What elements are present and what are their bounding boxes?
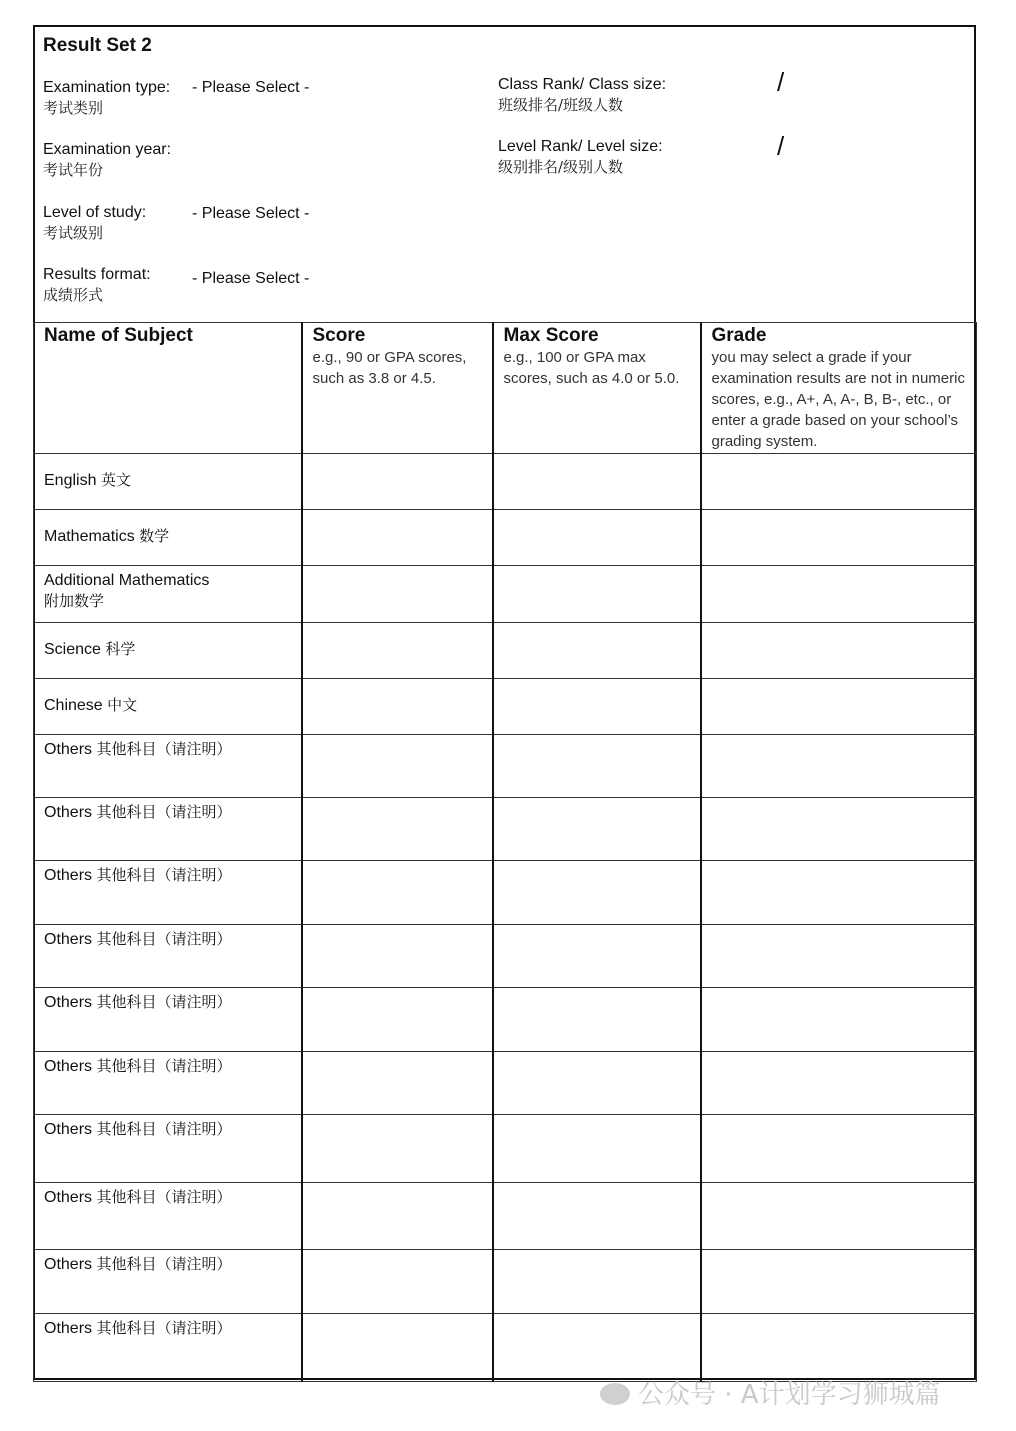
subject-cell (34, 1250, 302, 1314)
score-cell (302, 566, 493, 623)
subject-name-cn: 其他科目（请注明） (96, 803, 232, 821)
level-study-label-en: Level of study: (43, 204, 147, 221)
header-grade-desc: you may select a grade if your examination results are not in numeric scores, e.g., A+, A, A-, B, B-, etc., or enter a grade based on your school’s grading system. (711, 349, 965, 450)
table-row (34, 566, 977, 623)
max-score-cell (493, 566, 701, 623)
subject-cell (34, 861, 302, 925)
level-study-select[interactable]: - Please Select - (192, 205, 310, 222)
subject-name-cn: 其他科目（请注明） (96, 866, 232, 884)
table-row (34, 1115, 977, 1183)
max-score-cell (493, 925, 701, 988)
subject-cell (34, 566, 302, 623)
level-rank-label-cn: 级别排名/级别人数 (498, 158, 624, 176)
max-score-cell (493, 1115, 701, 1183)
score-cell (302, 510, 493, 566)
max-score-cell (493, 679, 701, 735)
subject-name-cn: 附加数学 (44, 592, 105, 610)
results-format-label (43, 264, 151, 306)
table-row (34, 623, 977, 679)
exam-year-label (43, 139, 171, 181)
table-row (34, 1314, 977, 1382)
subject-name-en: Science (44, 641, 101, 658)
header-score-title: Score (312, 325, 366, 346)
watermark-text: 公众号 · A计划学习狮城篇 (638, 1380, 941, 1410)
table-row (34, 1052, 977, 1115)
grade-cell (701, 623, 977, 679)
subject-name-en: Others (44, 1189, 93, 1206)
table-row (34, 454, 977, 510)
header-max-score-title: Max Score (503, 325, 599, 346)
subject-name-en: Additional Mathematics (44, 572, 210, 589)
subject-name-en: Others (44, 867, 93, 884)
max-score-cell (493, 623, 701, 679)
exam-type-label-en: Examination type: (43, 79, 171, 96)
score-cell (302, 798, 493, 861)
subject-name-en: Others (44, 804, 93, 821)
table-row (34, 1250, 977, 1314)
max-score-cell (493, 735, 701, 798)
wechat-icon (600, 1383, 630, 1405)
score-cell (302, 861, 493, 925)
table-row (34, 861, 977, 925)
subject-cell (34, 1314, 302, 1382)
max-score-cell (493, 1052, 701, 1115)
exam-year-label-cn: 考试年份 (43, 161, 104, 179)
max-score-cell (493, 1183, 701, 1250)
subject-name-en: Others (44, 931, 93, 948)
subject-cell (34, 1052, 302, 1115)
score-cell (302, 1052, 493, 1115)
score-cell (302, 1115, 493, 1183)
class-rank-separator: / (777, 67, 785, 97)
subject-name-en: Chinese (44, 697, 103, 714)
score-cell (302, 1314, 493, 1382)
subject-cell (34, 798, 302, 861)
grade-cell (701, 510, 977, 566)
grade-cell (701, 454, 977, 510)
header-grade-title: Grade (711, 325, 767, 346)
results-format-label-en: Results format: (43, 266, 151, 283)
subject-name-cn: 中文 (107, 696, 138, 714)
table-row (34, 735, 977, 798)
max-score-cell (493, 798, 701, 861)
level-rank-label (498, 136, 663, 178)
table-header-row (34, 323, 977, 454)
grade-cell (701, 1052, 977, 1115)
subject-cell (34, 988, 302, 1052)
table-row (34, 1183, 977, 1250)
subject-name-en: Others (44, 1058, 93, 1075)
header-max-score (493, 323, 701, 454)
results-format-label-cn: 成绩形式 (43, 286, 104, 304)
exam-year-input[interactable] (192, 139, 332, 160)
subject-cell (34, 1183, 302, 1250)
table-row (34, 510, 977, 566)
grade-cell (701, 735, 977, 798)
exam-type-label (43, 77, 170, 119)
score-cell (302, 925, 493, 988)
max-score-cell (493, 510, 701, 566)
table-row (34, 798, 977, 861)
grade-cell (701, 1183, 977, 1250)
subject-name-cn: 数学 (139, 527, 170, 545)
subject-name-en: Mathematics (44, 528, 135, 545)
subject-name-cn: 其他科目（请注明） (96, 1057, 232, 1075)
score-cell (302, 454, 493, 510)
subject-name-en: Others (44, 1256, 93, 1273)
subject-cell (34, 623, 302, 679)
subject-cell (34, 454, 302, 510)
subject-cell (34, 510, 302, 566)
score-cell (302, 1183, 493, 1250)
table-row (34, 679, 977, 735)
results-format-select[interactable]: - Please Select - (192, 270, 310, 287)
class-rank-label (498, 74, 666, 116)
header-score (302, 323, 493, 454)
class-rank-label-en: Class Rank/ Class size: (498, 76, 667, 93)
level-rank-label-en: Level Rank/ Level size: (498, 138, 663, 155)
score-cell (302, 988, 493, 1052)
exam-year-label-en: Examination year: (43, 141, 172, 158)
subject-cell (34, 679, 302, 735)
grade-cell (701, 679, 977, 735)
subject-name-en: Others (44, 1121, 93, 1138)
subject-name-en: Others (44, 994, 93, 1011)
grade-cell (701, 1314, 977, 1382)
subject-name-en: Others (44, 741, 93, 758)
max-score-cell (493, 988, 701, 1052)
grade-cell (701, 1115, 977, 1183)
header-subject (34, 323, 302, 454)
subject-name-cn: 其他科目（请注明） (96, 930, 232, 948)
subject-cell (34, 735, 302, 798)
max-score-cell (493, 1314, 701, 1382)
subject-name-cn: 其他科目（请注明） (96, 740, 232, 758)
grade-cell (701, 798, 977, 861)
exam-type-label-cn: 考试类别 (43, 99, 104, 117)
subject-name-en: Others (44, 1320, 93, 1337)
score-cell (302, 735, 493, 798)
header-grade (701, 323, 977, 454)
grade-cell (701, 1250, 977, 1314)
grade-cell (701, 566, 977, 623)
level-rank-separator: / (777, 131, 785, 161)
header-subject-title: Name of Subject (44, 325, 193, 346)
grade-cell (701, 988, 977, 1052)
form-title: Result Set 2 (43, 35, 152, 56)
grade-cell (701, 861, 977, 925)
level-study-label (43, 202, 146, 244)
score-cell (302, 623, 493, 679)
subject-name-cn: 其他科目（请注明） (96, 1188, 232, 1206)
grade-cell (701, 925, 977, 988)
subject-name-cn: 其他科目（请注明） (96, 1319, 232, 1337)
watermark (600, 1374, 941, 1411)
score-cell (302, 1250, 493, 1314)
subject-name-cn: 科学 (105, 640, 136, 658)
table-row (34, 988, 977, 1052)
subject-name-cn: 其他科目（请注明） (96, 993, 232, 1011)
level-study-label-cn: 考试级别 (43, 224, 104, 242)
exam-type-select[interactable]: - Please Select - (192, 79, 310, 96)
subject-cell (34, 1115, 302, 1183)
max-score-cell (493, 861, 701, 925)
table-row (34, 925, 977, 988)
header-max-score-desc: e.g., 100 or GPA max scores, such as 4.0 or 5.0. (503, 349, 680, 387)
subject-name-en: English (44, 472, 97, 489)
result-set-form (33, 25, 976, 1380)
class-rank-label-cn: 班级排名/班级人数 (498, 96, 624, 114)
subject-name-cn: 其他科目（请注明） (96, 1120, 232, 1138)
max-score-cell (493, 1250, 701, 1314)
subject-cell (34, 925, 302, 988)
score-cell (302, 679, 493, 735)
subject-name-cn: 其他科目（请注明） (96, 1255, 232, 1273)
results-table (33, 322, 977, 1382)
header-score-desc: e.g., 90 or GPA scores, such as 3.8 or 4.5. (312, 349, 467, 387)
max-score-cell (493, 454, 701, 510)
subject-name-cn: 英文 (100, 471, 131, 489)
